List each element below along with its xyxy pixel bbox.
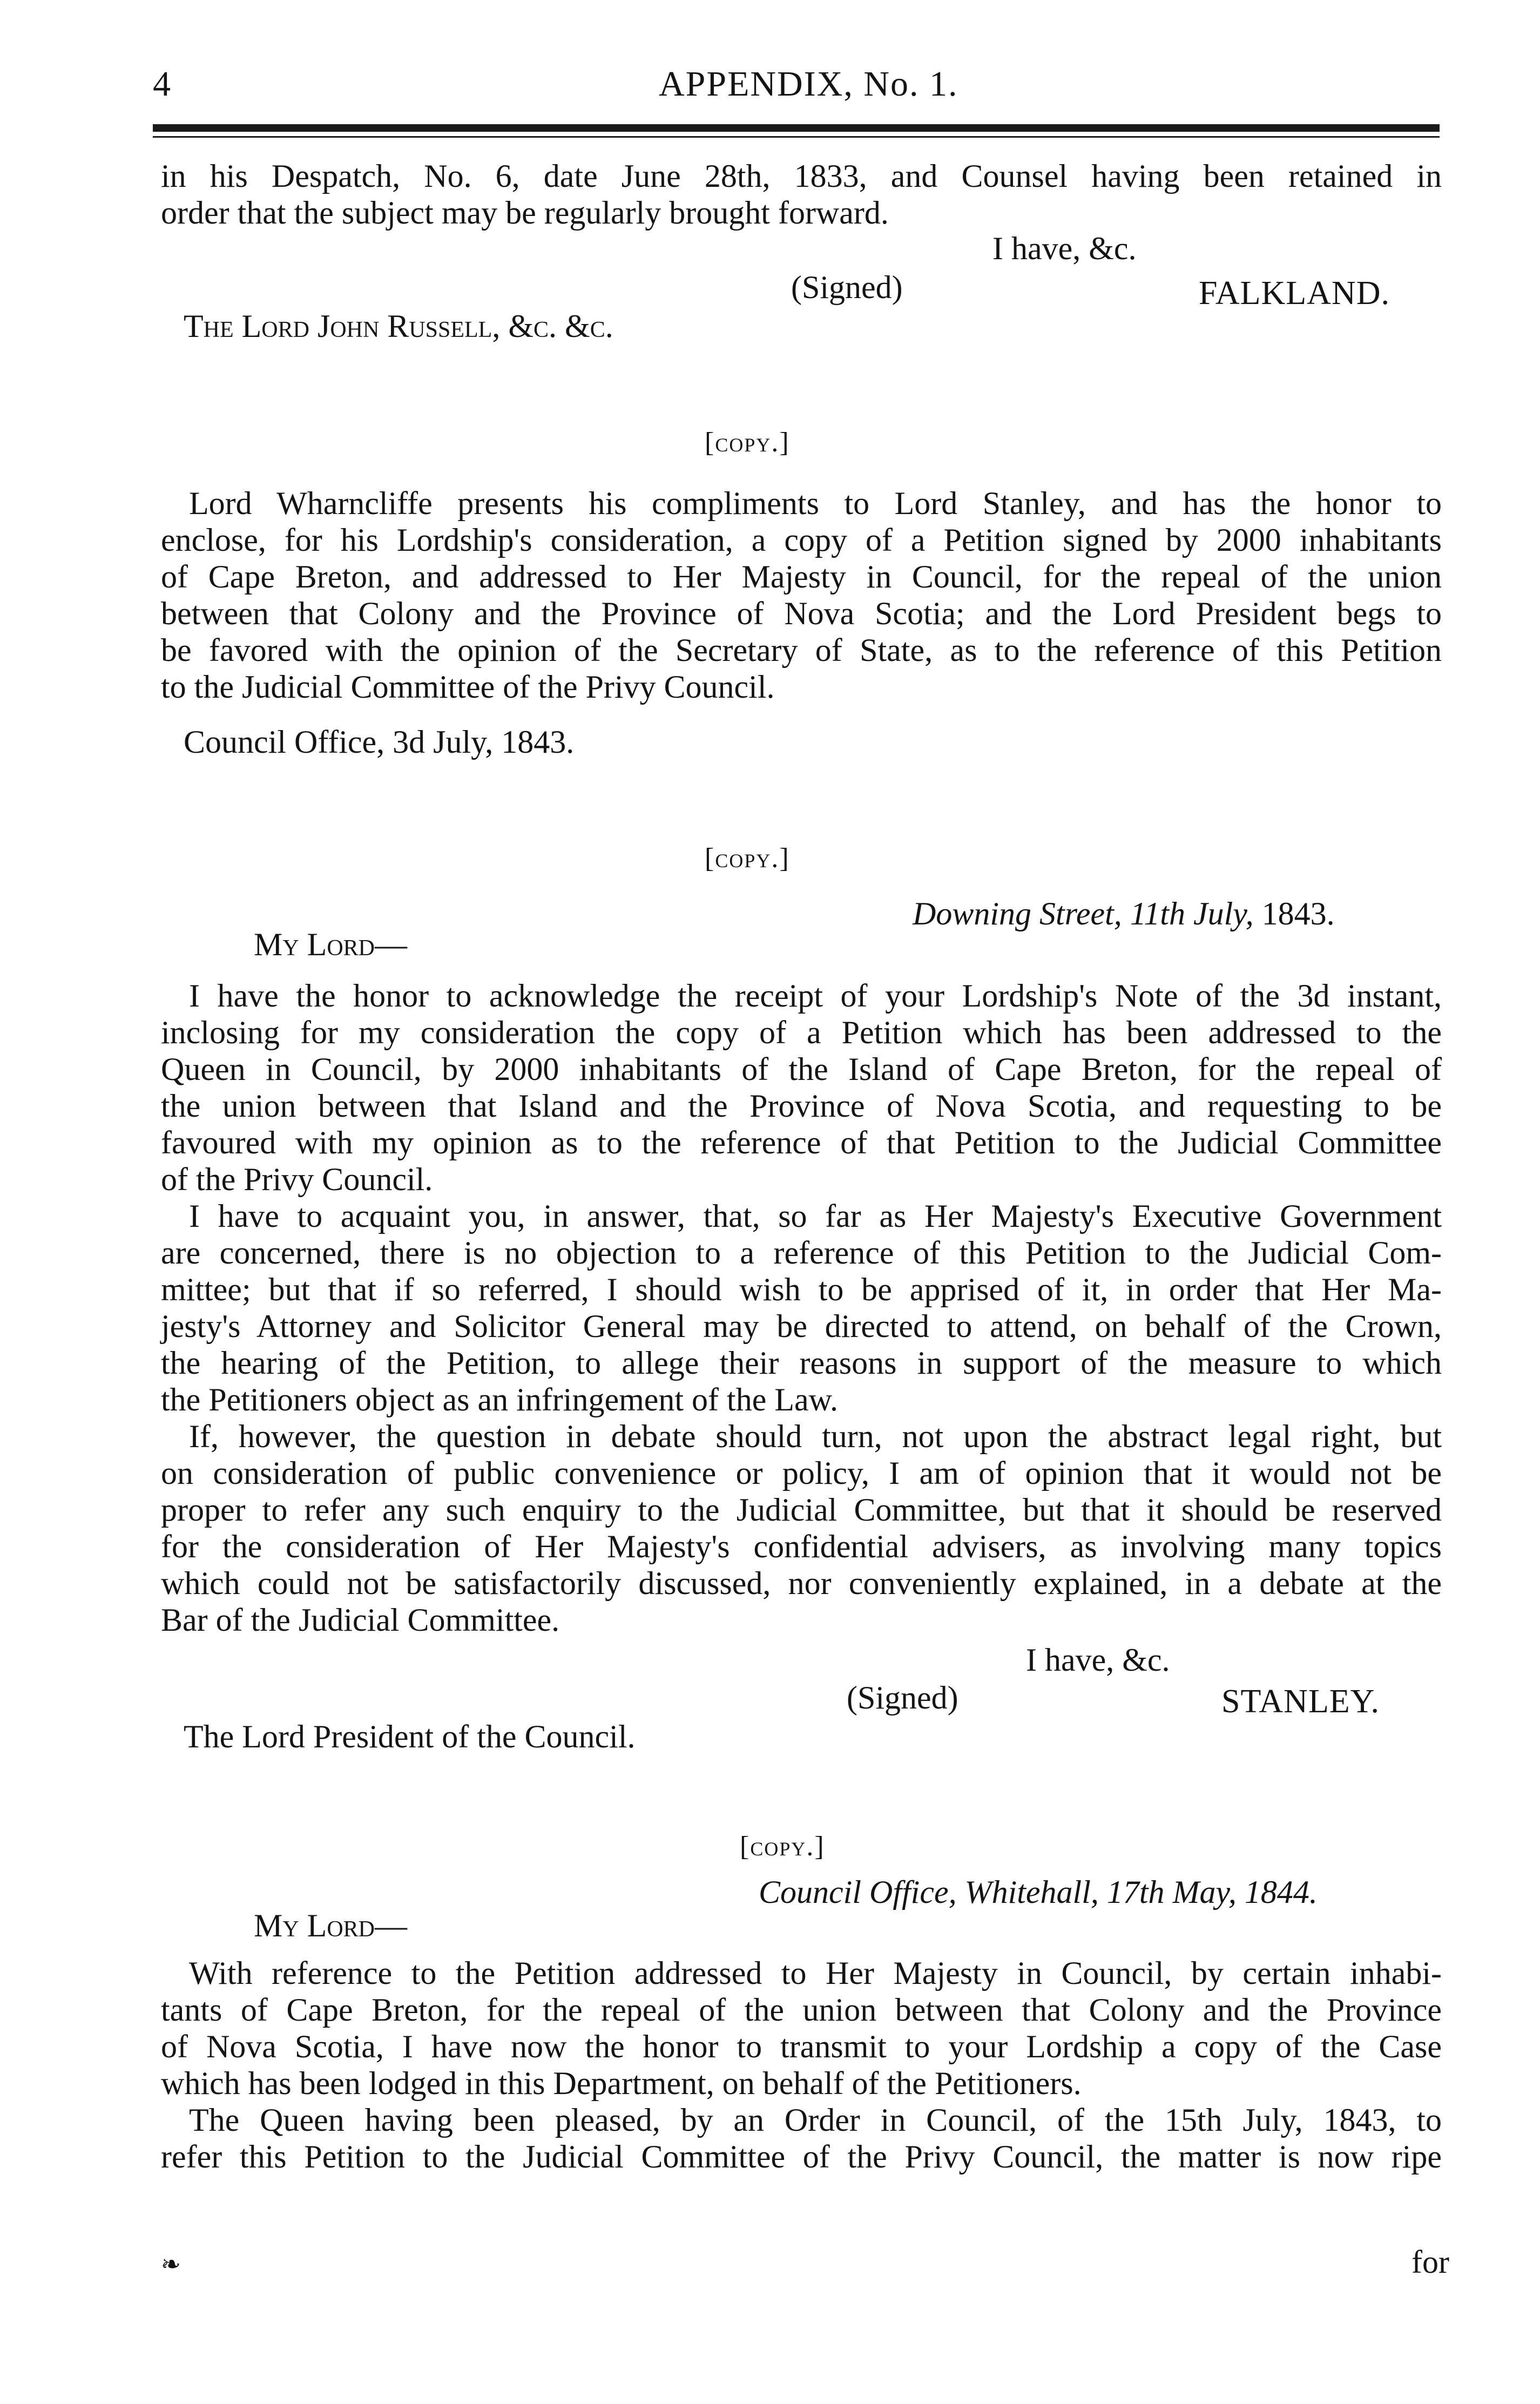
text-line: between that Colony and the Province of Nova Scotia; and the Lord President begs to — [161, 596, 1442, 631]
dateline-year: 1843. — [1261, 896, 1335, 931]
text-line: the hearing of the Petition, to allege their reasons in support of the measure to which — [161, 1345, 1442, 1381]
text-line: mittee; but that if so referred, I should wish to be apprised of it, in order that Her Ma- — [161, 1272, 1442, 1307]
letter-paragraph — [161, 485, 1442, 705]
page-header-title: APPENDIX, No. 1. — [659, 64, 958, 104]
header-rule-thin — [153, 136, 1440, 138]
text-line: which could not be satisfactorily discussed, nor conveniently explained, in a debate at the — [161, 1565, 1442, 1601]
dateline-date: 11th July, — [1130, 896, 1254, 931]
place-date-line: Council Office, 3d July, 1843. — [184, 724, 575, 760]
text-line: which has been lodged in this Department, on behalf of the Petitioners. — [161, 2065, 1082, 2101]
dateline: Council Office, Whitehall, 17th May, 1844. — [759, 1874, 1318, 1910]
copy-label: [copy.] — [705, 843, 790, 874]
text-line: The Queen having been pleased, by an Order in Council, of the 15th July, 1843, to — [189, 2102, 1442, 2138]
text-line: Bar of the Judicial Committee. — [161, 1602, 560, 1638]
salutation: My Lord— — [254, 1908, 408, 1943]
text-line: order that the subject may be regularly brought forward. — [161, 195, 889, 231]
copy-label: [copy.] — [705, 427, 790, 458]
addressee-line: The Lord President of the Council. — [184, 1719, 636, 1754]
text-line: are concerned, there is no objection to a reference of this Petition to the Judicial Com- — [161, 1235, 1442, 1271]
signatory-name: STANLEY. — [1221, 1683, 1380, 1720]
text-line: If, however, the question in debate should turn, not upon the abstract legal right, but — [189, 1419, 1442, 1454]
page-number: 4 — [153, 64, 171, 104]
text-line: for the consideration of Her Majesty's confidential advisers, as involving many topics — [161, 1529, 1442, 1564]
header-rule-thick — [153, 124, 1440, 132]
text-line: With reference to the Petition addressed to Her Majesty in Council, by certain inhabi- — [189, 1955, 1442, 1991]
signed-label: (Signed) — [847, 1680, 958, 1716]
text-line: favoured with my opinion as to the reference of that Petition to the Judicial Committee — [161, 1125, 1442, 1160]
addressee-line: The Lord John Russell, &c. &c. — [184, 308, 613, 344]
signed-label: (Signed) — [791, 269, 903, 305]
salutation: My Lord— — [254, 927, 408, 962]
text-line: enclose, for his Lordship's consideration, a copy of a Petition signed by 2000 inhabitants — [161, 522, 1442, 558]
text-line: tants of Cape Breton, for the repeal of the union between that Colony and the Province — [161, 1992, 1442, 2028]
dateline — [913, 895, 1335, 933]
text-line: in his Despatch, No. 6, date June 28th, 1833, and Counsel having been retained in — [161, 158, 1442, 194]
letter-paragraph — [161, 977, 1442, 1638]
printer-mark: ❧ — [161, 2251, 181, 2278]
catchword: for — [1411, 2244, 1449, 2280]
text-line: of the Privy Council. — [161, 1162, 433, 1197]
text-line: I have the honor to acknowledge the receipt of your Lordship's Note of the 3d instant, — [189, 978, 1442, 1014]
text-line: on consideration of public convenience or policy, I am of opinion that it would not be — [161, 1455, 1442, 1491]
text-line: Queen in Council, by 2000 inhabitants of the Island of Cape Breton, for the repeal of — [161, 1051, 1442, 1087]
closing-formula: I have, &c. — [992, 231, 1137, 266]
text-line: inclosing for my consideration the copy of a Petition which has been addressed to the — [161, 1015, 1442, 1050]
text-line: of Cape Breton, and addressed to Her Majesty in Council, for the repeal of the union — [161, 559, 1442, 595]
continuation-paragraph — [161, 158, 1442, 231]
text-line: of Nova Scotia, I have now the honor to transmit to your Lordship a copy of the Case — [161, 2029, 1442, 2064]
closing-formula: I have, &c. — [1026, 1642, 1170, 1678]
letter-paragraph — [161, 1955, 1442, 2175]
dateline-place: Downing Street, — [913, 896, 1122, 931]
text-line: to the Judicial Committee of the Privy Council. — [161, 669, 775, 705]
text-line: the union between that Island and the Province of Nova Scotia, and requesting to be — [161, 1088, 1442, 1124]
text-line: jesty's Attorney and Solicitor General may be directed to attend, on behalf of the Crown, — [161, 1308, 1442, 1344]
signatory-name: FALKLAND. — [1199, 275, 1390, 312]
text-line: proper to refer any such enquiry to the Judicial Committee, but that it should be reserved — [161, 1492, 1442, 1528]
text-line: the Petitioners object as an infringement of the Law. — [161, 1382, 839, 1417]
text-line: I have to acquaint you, in answer, that, so far as Her Majesty's Executive Government — [189, 1198, 1442, 1234]
text-line: be favored with the opinion of the Secretary of State, as to the reference of this Petition — [161, 632, 1442, 668]
text-line: Lord Wharncliffe presents his compliments to Lord Stanley, and has the honor to — [189, 485, 1442, 521]
text-line: refer this Petition to the Judicial Committee of the Privy Council, the matter is now ripe — [161, 2139, 1442, 2175]
copy-label: [copy.] — [740, 1831, 825, 1862]
